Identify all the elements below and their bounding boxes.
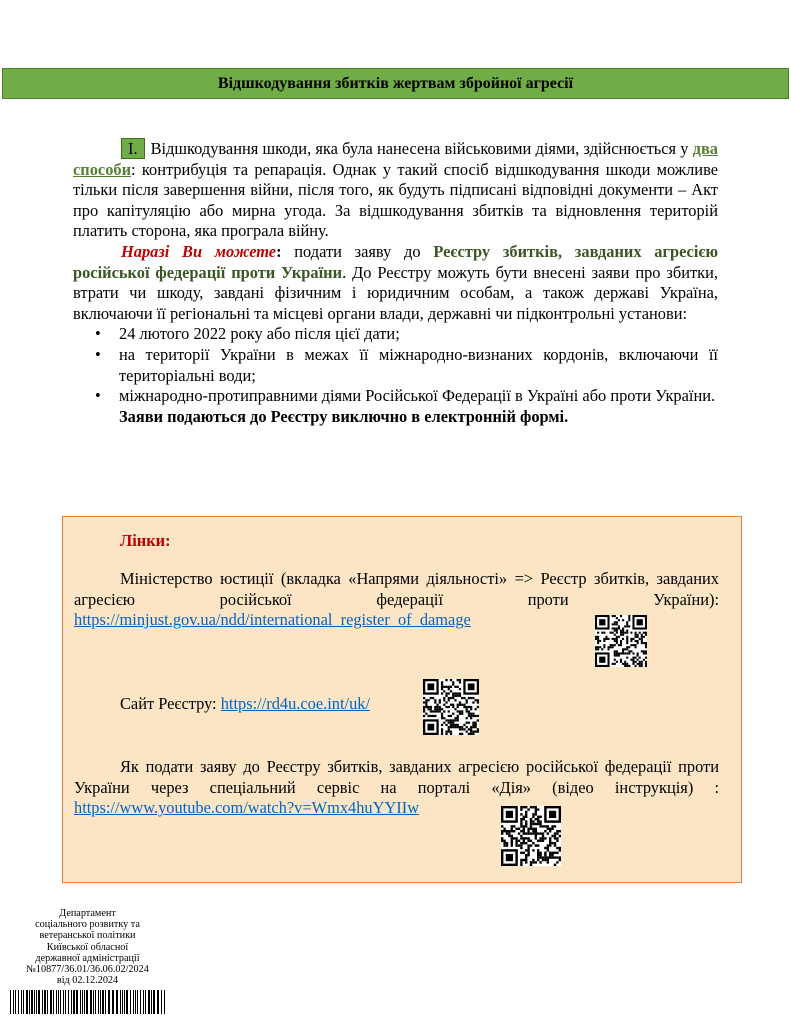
stamp-line: Департамент bbox=[59, 908, 116, 919]
video-link[interactable]: https://www.youtube.com/watch?v=Wmx4huYYIIw bbox=[74, 798, 420, 818]
video-paragraph bbox=[74, 757, 719, 819]
two-ways-highlight: два способи bbox=[73, 139, 718, 179]
now-you-can-label: Наразі Ви можете bbox=[121, 241, 277, 261]
registry-text-end: . До Реєстру можуть бути внесені заяви про збитки, втрати чи шкоду, завдані фізичним і юридичним особам, а також державі Україна, включаючи її регіональні та місцеві органи влади, державні чи підконтрольні установи: bbox=[73, 262, 719, 323]
site-paragraph bbox=[120, 694, 370, 715]
list-item: • 24 лютого 2022 року або після цієї дати; bbox=[119, 324, 718, 345]
registration-stamp bbox=[10, 908, 165, 986]
ministry-qr-code bbox=[595, 615, 647, 667]
stamp-line: державної адміністрації bbox=[35, 952, 140, 964]
ministry-text: Міністерство юстиції (вкладка «Напрями діяльності» => Реєстр збитків, завданих агресією російської федерації проти України): bbox=[74, 569, 719, 609]
page-title: Відшкодування збитків жертвам збройної агресії bbox=[217, 74, 574, 92]
list-item: • на території України в межах її міжнародно-визнаних кордонів, включаючи її територіальні води; bbox=[119, 345, 718, 386]
stamp-line: Київської обласної bbox=[46, 941, 129, 953]
video-qr-code bbox=[501, 806, 561, 866]
list-item: • міжнародно-протиправними діями Російської Федерації в Україні або проти України. bbox=[119, 386, 718, 407]
ministry-link[interactable]: https://minjust.gov.ua/ndd/international_register_of_damage bbox=[74, 610, 471, 630]
document-barcode bbox=[10, 990, 168, 1014]
site-link[interactable]: https://rd4u.coe.int/uk/ bbox=[220, 694, 371, 713]
links-box bbox=[62, 516, 742, 883]
section-number: І. bbox=[121, 138, 145, 159]
intro-paragraph bbox=[73, 138, 718, 242]
registry-text-lead: подати заяву до bbox=[281, 241, 434, 261]
site-qr-code bbox=[423, 679, 479, 735]
stamp-line: від 02.12.2024 bbox=[56, 975, 119, 987]
electronic-form-note: Заяви подаються до Реєстру виключно в електронній формі. bbox=[119, 406, 569, 426]
conditions-list bbox=[73, 324, 718, 406]
registry-paragraph bbox=[73, 242, 718, 324]
intro-text-start: Відшкодування шкоди, яка була нанесена військовими діями, здійснюється у bbox=[150, 139, 693, 158]
registry-name: Реєстру збитків, завданих агресією російської федерації проти України bbox=[73, 241, 718, 282]
stamp-line: №10877/36.01/36.06.02/2024 bbox=[26, 964, 149, 976]
stamp-line: соціального розвитку та bbox=[35, 919, 140, 931]
page-title-bar bbox=[2, 68, 789, 99]
links-heading: Лінки: bbox=[120, 531, 171, 550]
intro-text-end: : контрибуція та репарація. Однак у такий спосіб відшкодування шкоди можливе тільки після завершення війни, після того, як будуть підписані відповідні документи – Акт про капітуляцію або мирна угода. За відшкодування збитків та відновлення територій платить сторона, яка програла війну. bbox=[73, 159, 718, 241]
site-label: Сайт Реєстру: bbox=[120, 694, 221, 713]
main-text bbox=[73, 138, 718, 427]
colon: : bbox=[276, 241, 282, 261]
video-text: Як подати заяву до Реєстру збитків, завданих агресією російської федерації проти України через спеціальний сервіс на порталі «Дія» (відео інструкція) : bbox=[74, 757, 719, 797]
stamp-line: ветеранської політики bbox=[39, 930, 136, 942]
